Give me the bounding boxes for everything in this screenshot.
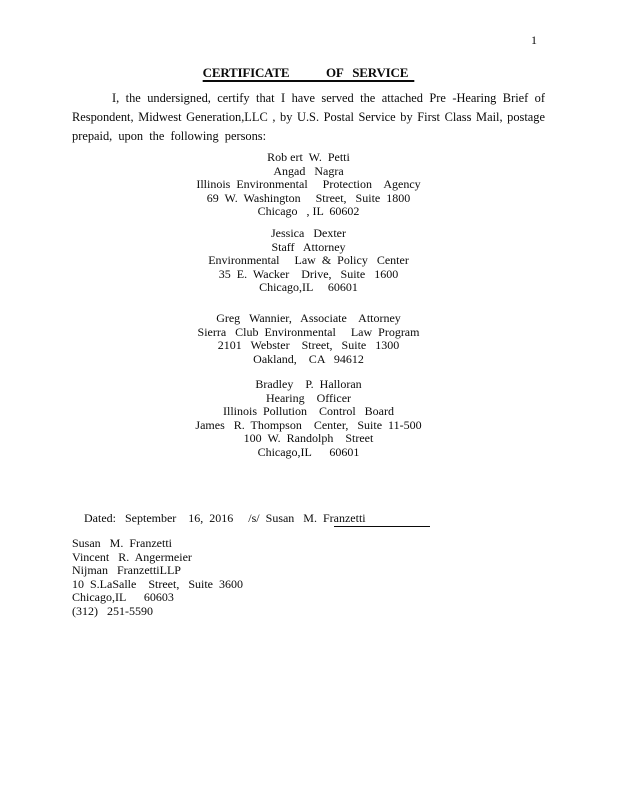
document-title: CERTIFICATE OF SERVICE [202,65,415,80]
address-line: Hearing Officer [265,390,352,405]
paragraph-line: prepaid, upon the following persons: [72,129,267,143]
address-line: Illinois Environmental Protection Agency [196,177,421,192]
recipient-block-epa [72,151,545,219]
address-line: Staff Attorney [271,239,346,254]
address-line: Greg Wannier, Associate Attorney [216,311,401,325]
address-line: (312) 251-5590 [72,603,153,618]
recipient-block-sierra-club [72,312,545,366]
address-line: Chicago , IL 60602 [257,204,360,219]
dated-signature-line [72,496,430,541]
address-line: Nijman FranzettiLLP [72,563,181,578]
dated-text: Dated: September 16, 2016 /s/ Susan M. Fr [84,511,334,525]
address-line: Environmental Law & Policy Center [208,253,409,268]
address-line: Susan M. Franzetti [72,536,172,550]
recipient-block-elpc [72,227,545,295]
recipient-block-pollution-control-board [72,378,545,460]
intro-paragraph [72,89,545,146]
paragraph-line: I, the undersigned, certify that I have served the attached Pre -Hearing Brief of [112,91,545,105]
address-line: Sierra Club Environmental Law Program [197,324,420,339]
address-line: Rob ert W. Petti [267,150,350,164]
address-line: 2101 Webster Street, Suite 1300 [217,338,400,353]
paragraph-line: Respondent, Midwest Generation,LLC , by U.S. Postal Service by First Class Mail, postage [72,110,545,124]
address-line: Bradley P. Halloran [255,377,362,391]
address-line: 35 E. Wacker Drive, Suite 1600 [218,266,399,281]
attorney-signature-block [72,537,243,619]
address-line: Vincent R. Angermeier [72,549,192,564]
address-line: Chicago,IL 60601 [257,444,360,459]
signature-underline: anzetti [334,511,430,527]
address-line: James R. Thompson Center, Suite 11-500 [195,417,422,432]
address-line: Angad Nagra [273,163,344,178]
address-line: Chicago,IL 60603 [72,590,174,605]
address-line: 10 S.LaSalle Street, Suite 3600 [72,576,243,591]
address-line: Jessica Dexter [271,226,346,240]
address-line: 100 W. Randolph Street [243,431,374,446]
address-line: Chicago,IL 60601 [259,280,358,295]
address-line: 69 W. Washington Street, Suite 1800 [206,190,411,205]
page-number: 1 [531,33,537,47]
address-line: Oakland, CA 94612 [253,351,364,366]
address-line: Illinois Pollution Control Board [222,404,394,419]
